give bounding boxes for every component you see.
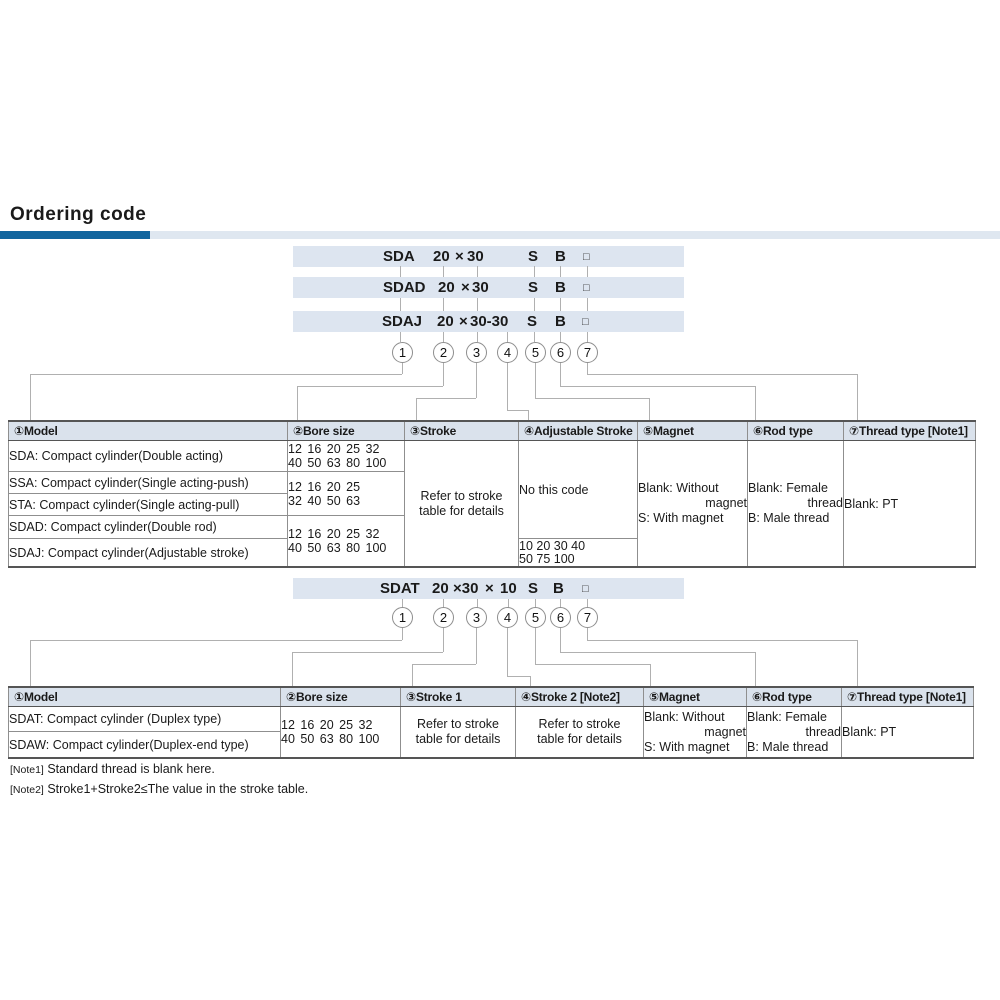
bore-cell bbox=[281, 707, 401, 759]
connector-tick bbox=[400, 298, 401, 311]
stroke-cell bbox=[405, 441, 519, 568]
rod-line: thread bbox=[805, 724, 841, 739]
rod-line: Blank: Female bbox=[747, 709, 827, 724]
model-cell: STA: Compact cylinder(Single acting-pull) bbox=[9, 494, 288, 516]
stroke2-cell bbox=[516, 707, 644, 759]
circle-6: 6 bbox=[550, 607, 571, 628]
code-stroke: 30 bbox=[472, 279, 489, 296]
connector-line bbox=[412, 664, 476, 665]
model-cell: SDAD: Compact cylinder(Double rod) bbox=[9, 516, 288, 539]
connector-line bbox=[535, 363, 536, 398]
model-cell: SSA: Compact cylinder(Single acting-push) bbox=[9, 472, 288, 494]
col-stroke1: ③Stroke 1 bbox=[401, 687, 516, 707]
col-bore: ②Bore size bbox=[288, 421, 405, 441]
code-bore: 20 bbox=[438, 279, 455, 296]
connector-line bbox=[292, 652, 293, 686]
connector-tick bbox=[560, 266, 561, 277]
connector-line bbox=[587, 628, 588, 640]
col-stroke2: ④Stroke 2 [Note2] bbox=[516, 687, 644, 707]
magnet-cell bbox=[638, 441, 748, 568]
code-magnet: S bbox=[528, 580, 539, 597]
code-thread-box: □ bbox=[582, 316, 589, 328]
code-rod: B bbox=[555, 313, 566, 330]
connector-line bbox=[443, 363, 444, 386]
table-row bbox=[9, 707, 974, 732]
rod-line: Blank: Female bbox=[748, 481, 828, 495]
stroke-line: Refer to stroke bbox=[417, 717, 499, 731]
circle-4: 4 bbox=[497, 607, 518, 628]
table-row bbox=[9, 441, 976, 472]
circle-2: 2 bbox=[433, 607, 454, 628]
note-text: Stroke1+Stroke2≤The value in the stroke table. bbox=[47, 782, 309, 796]
title-underline-band bbox=[0, 231, 1000, 239]
bore-cell bbox=[288, 441, 405, 472]
connector-tick bbox=[443, 332, 444, 342]
connector-line bbox=[416, 398, 476, 399]
note-tag: [Note1] bbox=[10, 764, 44, 776]
note-1 bbox=[10, 762, 215, 776]
stroke1-cell bbox=[401, 707, 516, 759]
connector-line bbox=[507, 410, 528, 411]
stroke-line: Refer to stroke bbox=[538, 717, 621, 731]
connector-tick bbox=[534, 332, 535, 342]
code-times: × bbox=[455, 248, 464, 265]
magnet-line: magnet bbox=[704, 724, 746, 739]
connector-line bbox=[402, 628, 403, 640]
col-thread: ⑦Thread type [Note1] bbox=[844, 421, 976, 441]
connector-line bbox=[30, 374, 402, 375]
magnet-line: S: With magnet bbox=[644, 739, 730, 754]
connector-line bbox=[560, 652, 755, 653]
connector-tick bbox=[507, 332, 508, 342]
connector-line bbox=[507, 628, 508, 676]
connector-line bbox=[507, 363, 508, 410]
connector-tick bbox=[587, 332, 588, 342]
code-thread-box: □ bbox=[582, 583, 589, 595]
bore-line: 12 16 20 25 bbox=[288, 479, 361, 494]
connector-line bbox=[30, 640, 402, 641]
note-tag: [Note2] bbox=[10, 784, 44, 796]
connector-tick bbox=[587, 298, 588, 311]
bore-line: 12 16 20 25 32 bbox=[288, 527, 380, 541]
code-stroke: 30-30 bbox=[470, 313, 509, 330]
code-bar-sdat bbox=[293, 578, 684, 599]
thread-type-cell: Blank: PT bbox=[844, 441, 976, 568]
connector-tick bbox=[400, 266, 401, 277]
connector-line bbox=[560, 386, 755, 387]
code-model: SDAT bbox=[380, 580, 420, 597]
adjustable-line: 10 20 30 40 bbox=[519, 538, 586, 553]
bore-line: 40 50 63 80 100 bbox=[288, 456, 387, 470]
circle-7: 7 bbox=[577, 607, 598, 628]
col-rod: ⑥Rod type bbox=[748, 421, 844, 441]
connector-tick bbox=[400, 332, 401, 342]
model-cell: SDA: Compact cylinder(Double acting) bbox=[9, 441, 288, 472]
connector-line bbox=[587, 640, 857, 641]
code-rod: B bbox=[553, 580, 564, 597]
title-underline-accent bbox=[0, 231, 150, 239]
code-bar-sda bbox=[293, 246, 684, 267]
model-cell: SDAW: Compact cylinder(Duplex-end type) bbox=[9, 732, 281, 759]
connector-tick bbox=[443, 298, 444, 311]
connector-line bbox=[412, 664, 413, 686]
connector-line bbox=[507, 676, 530, 677]
circle-7: 7 bbox=[577, 342, 598, 363]
connector-line bbox=[416, 398, 417, 420]
adjustable-line: 50 75 100 bbox=[519, 551, 575, 566]
connector-line bbox=[443, 628, 444, 652]
connector-line bbox=[587, 363, 588, 374]
code-magnet: S bbox=[528, 279, 539, 296]
page-title: Ordering code bbox=[10, 204, 147, 225]
connector-line bbox=[649, 398, 650, 420]
code-stroke: 30 bbox=[467, 248, 484, 265]
connector-tick bbox=[534, 266, 535, 277]
bore-line: 40 50 63 80 100 bbox=[281, 732, 380, 746]
adjustable-stroke-cell: No this code bbox=[519, 441, 638, 539]
code-stroke1: ×30 bbox=[453, 580, 479, 597]
stroke-line: table for details bbox=[419, 503, 504, 518]
connector-line bbox=[297, 386, 443, 387]
bore-line: 32 40 50 63 bbox=[288, 493, 361, 508]
circle-5: 5 bbox=[525, 342, 546, 363]
col-magnet: ⑤Magnet bbox=[644, 687, 747, 707]
connector-line bbox=[560, 363, 561, 386]
table-header-row bbox=[9, 687, 974, 707]
col-bore: ②Bore size bbox=[281, 687, 401, 707]
code-magnet: S bbox=[528, 248, 539, 265]
connector-line bbox=[560, 628, 561, 652]
magnet-line: S: With magnet bbox=[638, 511, 724, 525]
connector-line bbox=[535, 398, 649, 399]
circle-6: 6 bbox=[550, 342, 571, 363]
code-model: SDAD bbox=[383, 279, 426, 296]
spec-table-2 bbox=[8, 686, 974, 759]
connector-line bbox=[535, 664, 650, 665]
code-rod: B bbox=[555, 248, 566, 265]
connector-line bbox=[755, 386, 756, 420]
spec-table-1 bbox=[8, 420, 976, 568]
connector-tick bbox=[477, 332, 478, 342]
connector-line bbox=[857, 374, 858, 420]
bore-line: 12 16 20 25 32 bbox=[288, 442, 380, 456]
circle-1: 1 bbox=[392, 342, 413, 363]
code-thread-box: □ bbox=[583, 282, 590, 294]
connector-tick bbox=[587, 266, 588, 277]
magnet-line: magnet bbox=[705, 496, 747, 510]
code-bar-sdaj bbox=[293, 311, 684, 332]
model-cell: SDAT: Compact cylinder (Duplex type) bbox=[9, 707, 281, 732]
stroke-line: table for details bbox=[537, 732, 622, 746]
thread-type-cell: Blank: PT bbox=[842, 707, 974, 759]
code-stroke2: 10 bbox=[500, 580, 517, 597]
stroke-line: Refer to stroke bbox=[420, 488, 503, 503]
connector-line bbox=[30, 374, 31, 420]
circle-5: 5 bbox=[525, 607, 546, 628]
code-bore: 20 bbox=[432, 580, 449, 597]
connector-line bbox=[297, 386, 298, 420]
rod-line: B: Male thread bbox=[748, 511, 830, 525]
circle-2: 2 bbox=[433, 342, 454, 363]
circle-4: 4 bbox=[497, 342, 518, 363]
col-model: ①Model bbox=[9, 421, 288, 441]
connector-line bbox=[292, 652, 443, 653]
col-magnet: ⑤Magnet bbox=[638, 421, 748, 441]
code-rod: B bbox=[555, 279, 566, 296]
connector-line bbox=[30, 640, 31, 686]
code-magnet: S bbox=[527, 313, 538, 330]
connector-line bbox=[535, 628, 536, 664]
connector-line bbox=[528, 410, 529, 420]
code-bore: 20 bbox=[433, 248, 450, 265]
connector-line bbox=[476, 363, 477, 398]
stroke-line: table for details bbox=[415, 732, 501, 746]
connector-line bbox=[587, 374, 857, 375]
connector-line bbox=[857, 640, 858, 686]
circle-3: 3 bbox=[466, 342, 487, 363]
code-bar-sdad bbox=[293, 277, 684, 298]
connector-tick bbox=[477, 298, 478, 311]
code-thread-box: □ bbox=[583, 251, 590, 263]
code-times: × bbox=[485, 580, 494, 597]
note-2 bbox=[10, 782, 308, 796]
connector-line bbox=[402, 363, 403, 374]
connector-tick bbox=[534, 298, 535, 311]
col-model: ①Model bbox=[9, 687, 281, 707]
note-text: Standard thread is blank here. bbox=[47, 762, 215, 776]
code-bore: 20 bbox=[437, 313, 454, 330]
code-times: × bbox=[461, 279, 470, 296]
magnet-line: Blank: Without bbox=[644, 709, 725, 724]
connector-line bbox=[755, 652, 756, 686]
magnet-line: Blank: Without bbox=[638, 481, 719, 495]
code-model: SDA bbox=[383, 248, 415, 265]
connector-line bbox=[476, 628, 477, 664]
col-rod: ⑥Rod type bbox=[747, 687, 842, 707]
connector-tick bbox=[443, 266, 444, 277]
code-times: × bbox=[459, 313, 468, 330]
magnet-cell bbox=[644, 707, 747, 759]
rod-line: thread bbox=[807, 496, 843, 510]
bore-cell bbox=[288, 472, 405, 516]
col-adjustable: ④Adjustable Stroke bbox=[519, 421, 638, 441]
code-model: SDAJ bbox=[382, 313, 423, 330]
connector-tick bbox=[477, 266, 478, 277]
col-stroke: ③Stroke bbox=[405, 421, 519, 441]
rod-line: B: Male thread bbox=[747, 739, 829, 754]
connector-line bbox=[530, 676, 531, 686]
circle-1: 1 bbox=[392, 607, 413, 628]
bore-line: 12 16 20 25 32 bbox=[281, 718, 373, 732]
adjustable-values-cell bbox=[519, 539, 638, 568]
col-thread: ⑦Thread type [Note1] bbox=[842, 687, 974, 707]
rod-type-cell bbox=[748, 441, 844, 568]
connector-tick bbox=[560, 332, 561, 342]
bore-line: 40 50 63 80 100 bbox=[288, 541, 387, 555]
model-cell: SDAJ: Compact cylinder(Adjustable stroke) bbox=[9, 539, 288, 568]
circle-3: 3 bbox=[466, 607, 487, 628]
rod-type-cell bbox=[747, 707, 842, 759]
bore-cell bbox=[288, 516, 405, 568]
connector-tick bbox=[560, 298, 561, 311]
connector-line bbox=[650, 664, 651, 686]
table-header-row bbox=[9, 421, 976, 441]
